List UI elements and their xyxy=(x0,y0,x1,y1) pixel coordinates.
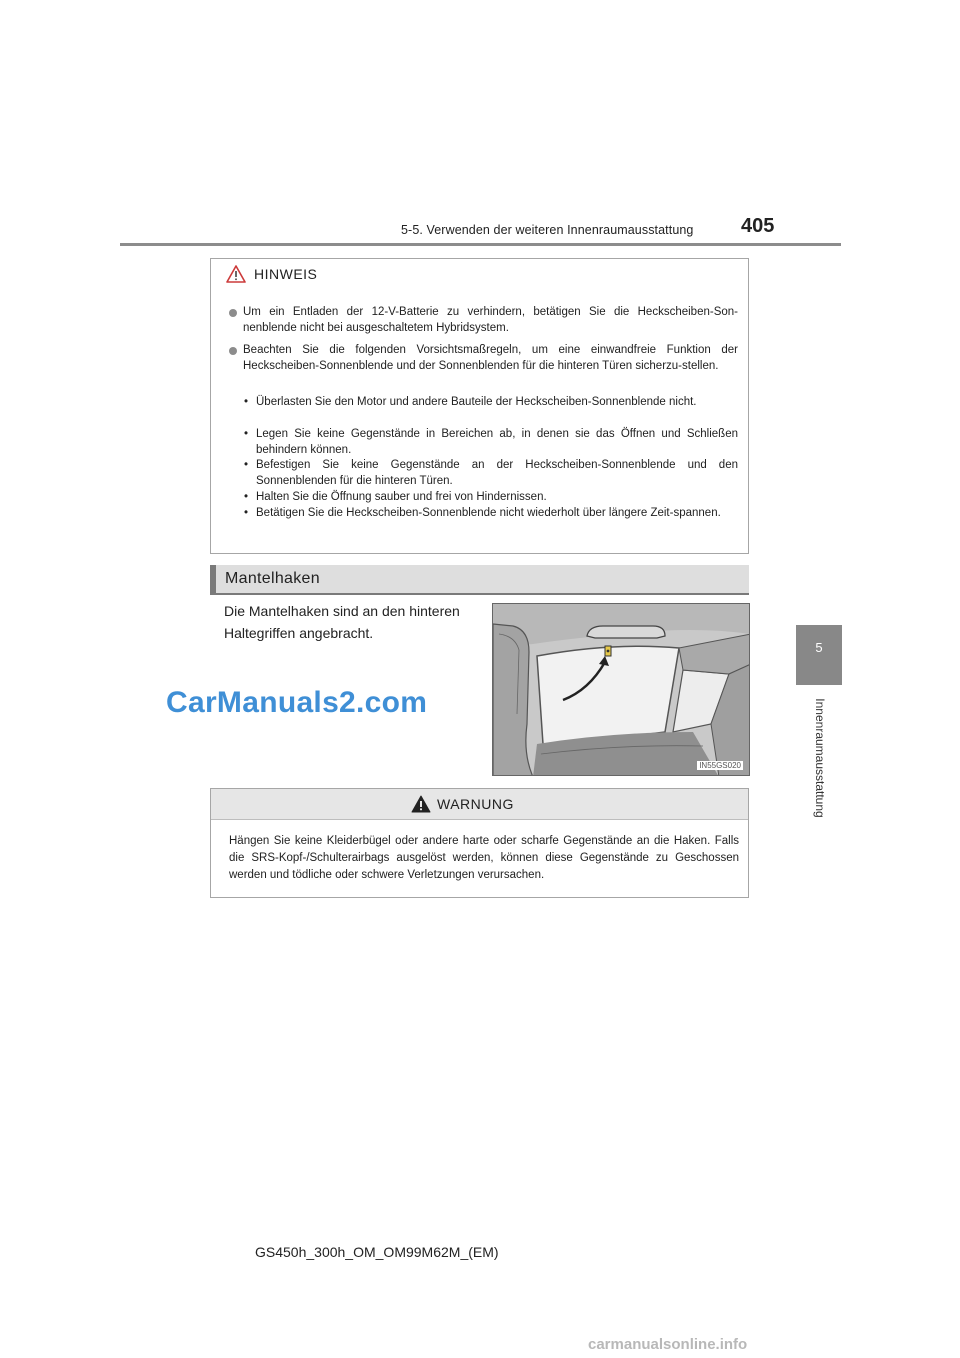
section-heading-marker xyxy=(210,565,216,593)
notice-subitem-text: Betätigen Sie die Heckscheiben-Sonnenblende nicht wiederholt über längere Zeit-spannen. xyxy=(256,507,721,519)
running-header-section: 5-5. Verwenden der weiteren Innenraumausstattung xyxy=(401,223,694,237)
notice-header xyxy=(211,259,748,289)
section-title: Mantelhaken xyxy=(225,570,320,587)
warning-title: WARNUNG xyxy=(437,796,514,812)
watermark-text: CarManuals2.com xyxy=(166,686,428,719)
warning-text: Hängen Sie keine Kleiderbügel oder andere harte oder scharfe Gegenstände an die Haken. Falls die SRS-Kopf-/Schulterairbags ausgelöst werden, können diese Gegenstände zu Geschossen werden und tödliche oder schwere Verletzungen verursachen. xyxy=(229,835,739,881)
bullet-dot-icon xyxy=(229,309,237,317)
warning-header xyxy=(211,789,748,820)
section-body-text: Die Mantelhaken sind an den hinteren Haltegriffen angebracht. xyxy=(224,603,460,641)
warning-triangle-icon xyxy=(411,795,431,813)
page-number: 405 xyxy=(741,215,775,237)
chapter-tab xyxy=(796,625,842,685)
notice-subitem-text: Halten Sie die Öffnung sauber und frei von Hindernissen. xyxy=(256,491,547,503)
notice-subitem-text: Überlasten Sie den Motor und andere Bauteile der Heckscheiben-Sonnenblende nicht. xyxy=(256,396,697,408)
chapter-side-label xyxy=(808,690,832,825)
coat-hook-illustration xyxy=(492,603,750,776)
footer-site-watermark: carmanualsonline.info xyxy=(588,1336,748,1353)
illustration-code: IN55GS020 xyxy=(699,761,741,770)
section-heading-bar xyxy=(210,565,749,595)
notice-title: HINWEIS xyxy=(254,266,318,282)
notice-subitem: • Halten Sie die Öffnung sauber und frei von Hindernissen. xyxy=(244,490,738,506)
chapter-number: 5 xyxy=(815,640,823,655)
notice-subitem: • Betätigen Sie die Heckscheiben-Sonnenblende nicht wiederholt über längere Zeit-spannen. xyxy=(244,506,738,522)
notice-item-text: Um ein Entladen der 12-V-Batterie zu verhindern, betätigen Sie die Heckscheiben-Son-nenblende nicht bei ausgeschaltetem Hybridsystem. xyxy=(243,306,738,334)
notice-subitem: • Überlasten Sie den Motor und andere Bauteile der Heckscheiben-Sonnenblende nicht. xyxy=(244,395,738,411)
notice-item xyxy=(229,343,738,374)
notice-item-text: Beachten Sie die folgenden Vorsichtsmaßregeln, um eine einwandfreie Funktion der Heckscheiben-Sonnenblende und der Sonnenblenden für die hinteren Türen sicherzu-stellen. xyxy=(243,344,738,372)
rear-cabin-drawing xyxy=(493,604,750,776)
header-rule xyxy=(120,243,841,246)
notice-subitem: • Legen Sie keine Gegenstände in Bereichen ab, in denen sie das Öffnen und Schließen behindern können. xyxy=(244,427,738,458)
notice-subitem: • Befestigen Sie keine Gegenstände an der Heckscheiben-Sonnenblende und den Sonnenblenden für die hinteren Türen. xyxy=(244,458,738,489)
footer-model-code: GS450h_300h_OM_OM99M62M_(EM) xyxy=(255,1244,499,1260)
notice-box xyxy=(210,258,749,554)
notice-item xyxy=(229,305,738,336)
warning-box xyxy=(210,788,749,898)
notice-subitem-text: Befestigen Sie keine Gegenstände an der Heckscheiben-Sonnenblende und den Sonnenblenden für die hinteren Türen. xyxy=(256,459,738,487)
chapter-label: Innenraumausstattung xyxy=(813,697,827,818)
bullet-dot-icon xyxy=(229,347,237,355)
caution-triangle-icon xyxy=(226,265,246,283)
notice-subitem-text: Legen Sie keine Gegenstände in Bereichen ab, in denen sie das Öffnen und Schließen behindern können. xyxy=(256,428,738,456)
